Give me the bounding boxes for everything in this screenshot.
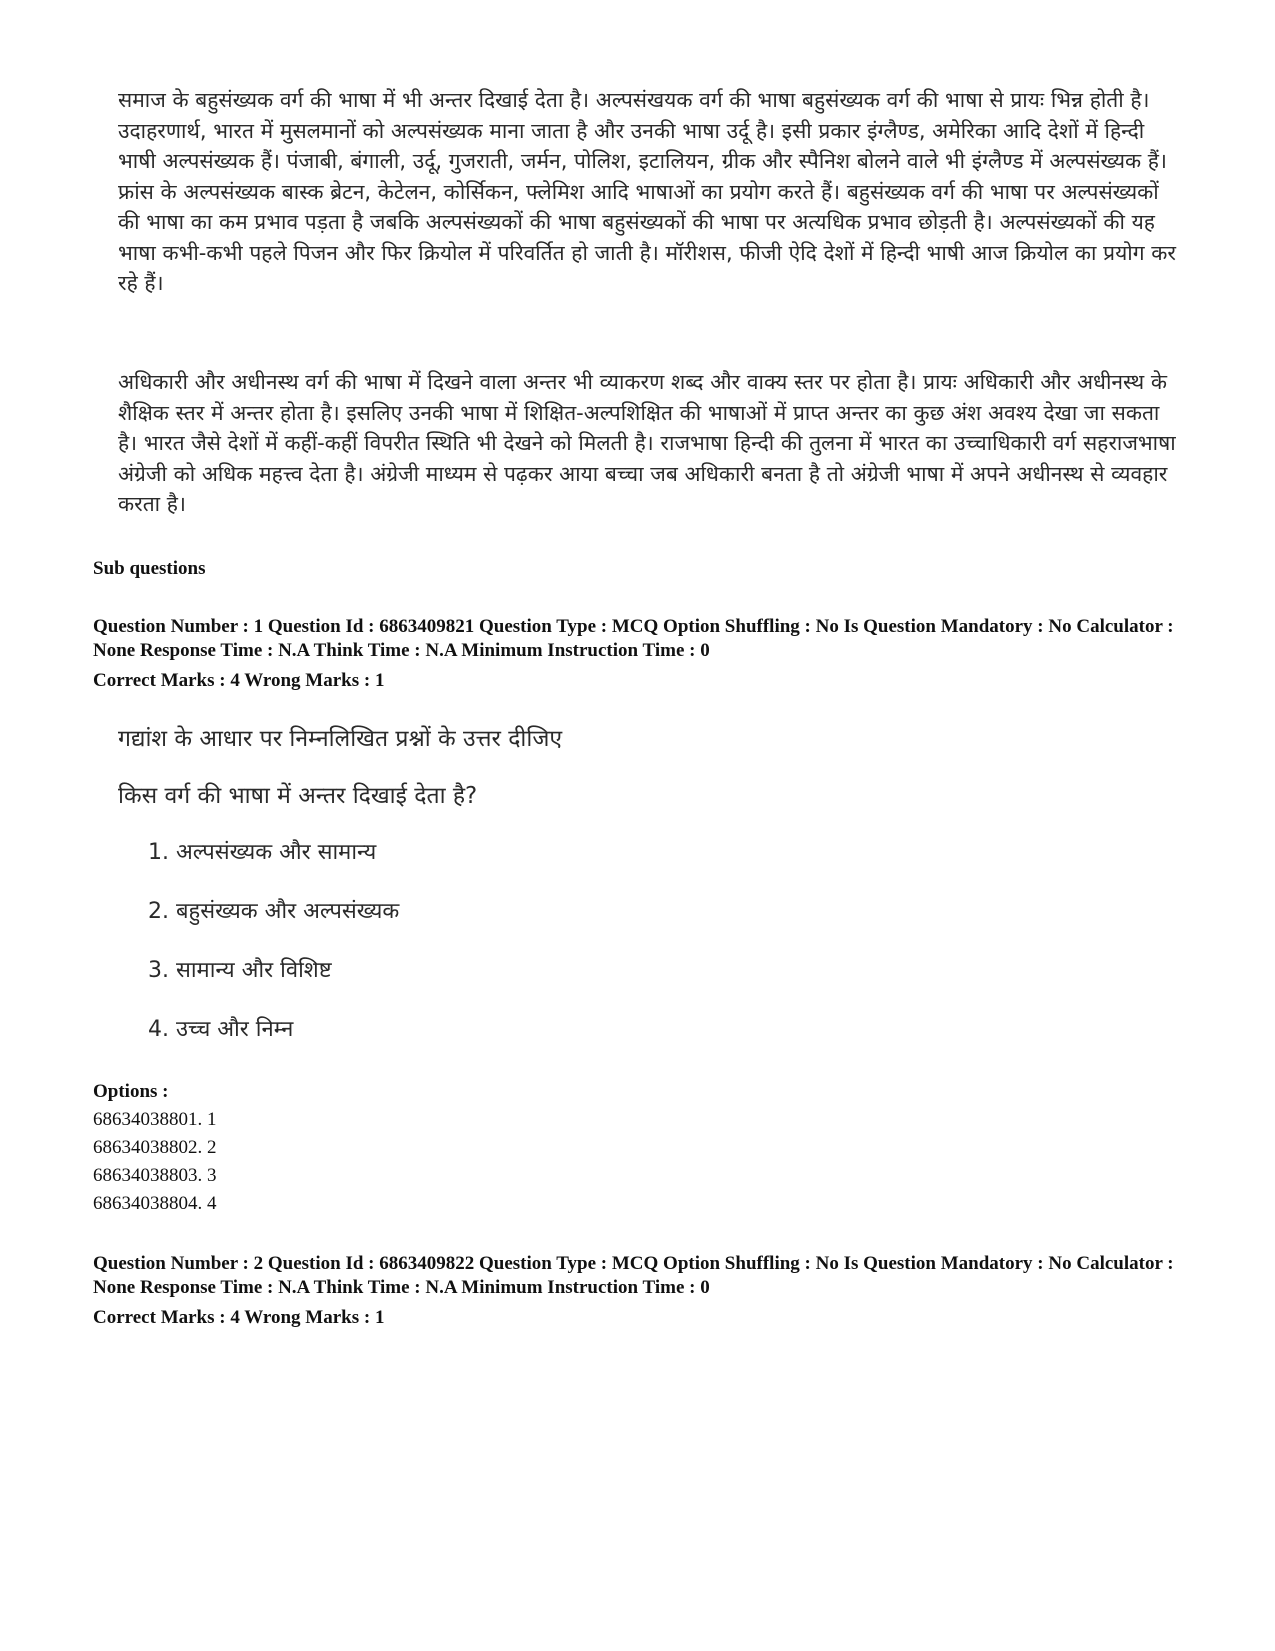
question-1-marks: Correct Marks : 4 Wrong Marks : 1: [93, 670, 385, 691]
sub-questions-heading: Sub questions: [93, 558, 206, 579]
question-1-choice: 2. बहुसंख्यक और अल्पसंख्यक: [148, 899, 400, 924]
passage-paragraph-2: [118, 367, 1180, 520]
question-1-choice: 4. उच्च और निम्न: [148, 1017, 294, 1042]
question-2-metadata: Question Number : 2 Question Id : 6863409822 Question Type : MCQ Option Shuffling : No Is Question Mandatory : No Calculator : None Response Time : N.A Think Time : N.A Minimum Instruction Time : 0: [93, 1253, 1174, 1298]
option-row: 68634038802. 2: [93, 1137, 217, 1158]
question-1-choice: 1. अल्पसंख्यक और सामान्य: [148, 840, 377, 865]
question-1-text: किस वर्ग की भाषा में अन्तर दिखाई देता है?: [118, 783, 478, 809]
question-1-choice: 3. सामान्य और विशिष्ट: [148, 958, 332, 983]
passage-paragraph-2-text: अधिकारी और अधीनस्थ वर्ग की भाषा में दिखने वाला अन्तर भी व्याकरण शब्द और वाक्य स्तर पर होता है। प्रायः अधिकारी और अधीनस्थ के शैक्षिक स्तर में अन्तर होता है। इसलिए उनकी भाषा में शिक्षित-अल्पशिक्षित की भाषाओं में प्राप्त अन्तर का कुछ अंश अवश्य देखा जा सकता है। भारत जैसे देशों में कहीं-कहीं विपरीत स्थिति भी देखने को मिलती है। राजभाषा हिन्दी की तुलना में भारत का उच्चाधिकारी वर्ग सहराजभाषा अंग्रेजी को अधिक महत्त्व देता है। अंग्रेजी माध्यम से पढ़कर आया बच्चा जब अधिकारी बनता है तो अंग्रेजी भाषा में अपने अधीनस्थ से व्यवहार करता है।: [118, 370, 1176, 516]
option-row: 68634038804. 4: [93, 1193, 217, 1214]
passage-paragraph-1: [118, 85, 1180, 299]
option-row: 68634038801. 1: [93, 1109, 217, 1130]
options-label: Options :: [93, 1081, 169, 1102]
question-2-marks: Correct Marks : 4 Wrong Marks : 1: [93, 1307, 385, 1328]
option-row: 68634038803. 3: [93, 1165, 217, 1186]
question-1-metadata: Question Number : 1 Question Id : 6863409821 Question Type : MCQ Option Shuffling : No Is Question Mandatory : No Calculator : None Response Time : N.A Think Time : N.A Minimum Instruction Time : 0: [93, 616, 1174, 661]
passage-paragraph-1-text: समाज के बहुसंख्यक वर्ग की भाषा में भी अन्तर दिखाई देता है। अल्पसंखयक वर्ग की भाषा बहुसंख्यक वर्ग की भाषा से प्रायः भिन्न होती है। उदाहरणार्थ, भारत में मुसलमानों को अल्पसंख्यक माना जाता है और उनकी भाषा उर्दू है। इसी प्रकार इंग्लैण्ड, अमेरिका आदि देशों में हिन्दी भाषी अल्पसंख्यक हैं। पंजाबी, बंगाली, उर्दू, गुजराती, जर्मन, पोलिश, इटालियन, ग्रीक और स्पैनिश बोलने वाले भी इंग्लैण्ड में अल्पसंख्यक हैं। फ्रांस के अल्पसंख्यक बास्क ब्रेटन, केटेलन, कोर्सिकन, फ्लेमिश आदि भाषाओं का प्रयोग करते हैं। बहुसंख्यक वर्ग की भाषा पर अल्पसंख्यकों की भाषा का कम प्रभाव पड़ता है जबकि अल्पसंख्यकों की भाषा बहुसंख्यकों की भाषा पर अत्यधिक प्रभाव छोड़ती है। अल्पसंख्यकों की यह भाषा कभी-कभी पहले पिजन और फिर क्रियोल में परिवर्तित हो जाती है। मॉरीशस, फीजी ऐदि देशों में हिन्दी भाषी आज क्रियोल का प्रयोग कर रहे हैं।: [118, 88, 1176, 295]
question-1-instruction: गद्यांश के आधार पर निम्नलिखित प्रश्नों के उत्तर दीजिए: [118, 726, 563, 752]
